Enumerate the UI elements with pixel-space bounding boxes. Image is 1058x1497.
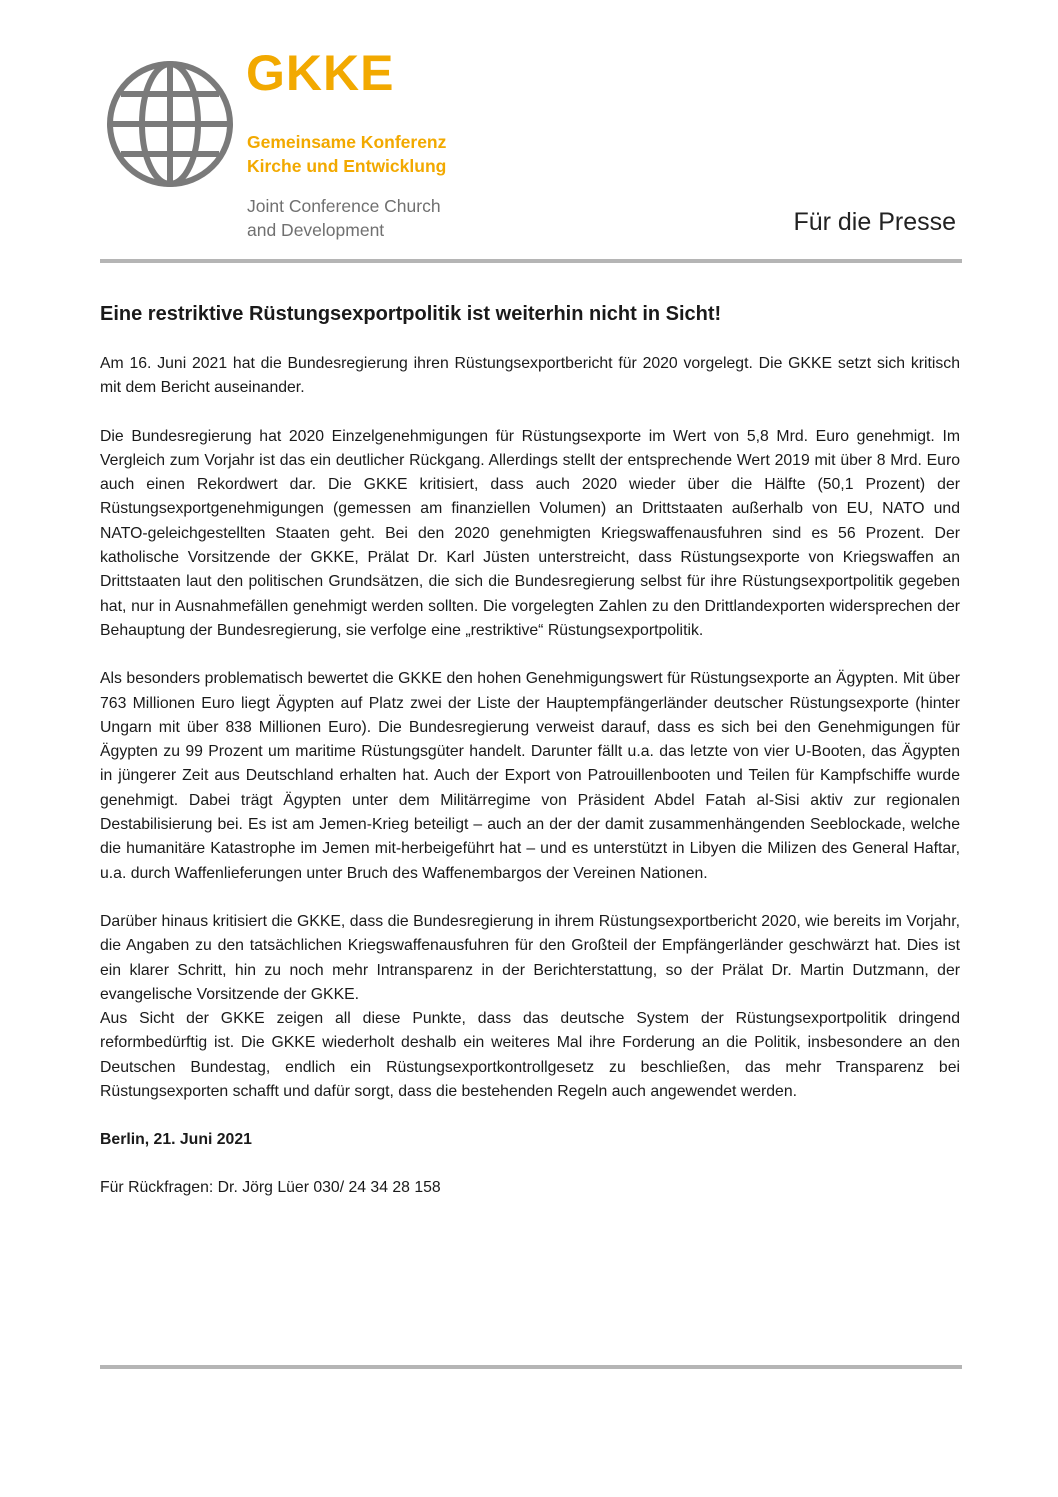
globe-icon [106,60,234,188]
org-name-german [247,130,446,178]
org-name-english-line1: Joint Conference Church [247,196,441,216]
press-label: Für die Presse [793,208,956,236]
paragraph-reform: Aus Sicht der GKKE zeigen all diese Punkte, dass das deutsche System der Rüstungsexportpolitik dringend reformbedürftig ist. Die GKKE wiederholt deshalb ein weiteres Mal ihre Forderung an die Politik, insbesondere an den Deutschen Bundestag, endlich ein Rüstungsexportkontrollgesetz zu beschließen, das mehr Transparenz bei Rüstungsexporten schafft und dafür sorgt, dass die bestehenden Regeln auch angewendet werden. [100,1010,960,1101]
org-name-german-line2: Kirche und Entwicklung [247,156,447,176]
org-name-english-line2: and Development [247,220,385,240]
article-body [100,352,960,1200]
contact-info: Für Rückfragen: Dr. Jörg Lüer 030/ 24 34 28 158 [100,1179,441,1197]
org-name-german-line1: Gemeinsame Konferenz [247,132,447,152]
paragraph-export-figures: Die Bundesregierung hat 2020 Einzelgenehmigungen für Rüstungsexporte im Wert von 5,8 Mrd. Euro genehmigt. Im Vergleich zum Vorjahr ist das ein deutlicher Rückgang. Allerdings stellt der entsprechende Wert 2019 mit über 8 Mrd. Euro auch einen Rekordwert dar. Die GKKE kritisiert, dass auch 2020 wieder über die Hälfte (50,1 Prozent) der Rüstungsexportgenehmigungen (gemessen am finanziellen Volumen) an Drittstaaten außerhalb von EU, NATO und NATO-geleichgestellten Staaten geht. Bei den 2020 genehmigten Kriegswaffenausfuhren sind es 56 Prozent. Der katholische Vorsitzende der GKKE, Prälat Dr. Karl Jüsten unterstreicht, dass Rüstungsexporte von Kriegswaffen an Drittstaaten laut den politischen Grundsätzen, die sich die Bundesregierung selbst für ihre Rüstungsexportpolitik gegeben hat, nur in Ausnahmefällen genehmigt werden sollten. Die vorgelegten Zahlen zu den Drittlandexporten widersprechen der Behauptung der Bundesregierung, sie verfolge eine „restriktive“ Rüstungsexportpolitik. [100,427,960,639]
paragraph-transparency: Darüber hinaus kritisiert die GKKE, dass die Bundesregierung in ihrem Rüstungsexportbericht 2020, wie bereits im Vorjahr, die Angaben zu den tatsächlichen Kriegswaffenausfuhren für den Großteil der Empfängerländer geschwärzt hat. Dies ist ein klarer Schritt, hin zu noch mehr Intransparenz in der Berichterstattung, so der Prälat Dr. Martin Dutzmann, der evangelische Vorsitzende der GKKE. [100,912,960,1003]
footer-divider [100,1365,962,1369]
headline: Eine restriktive Rüstungsexportpolitik ist weiterhin nicht in Sicht! [100,303,722,325]
paragraph-egypt: Als besonders problematisch bewertet die GKKE den hohen Genehmigungswert für Rüstungsexporte an Ägypten. Mit über 763 Millionen Euro liegt Ägypten auf Platz zwei der Liste der Hauptempfängerländer deutscher Rüstungsexporte (hinter Ungarn mit über 838 Millionen Euro). Die Bundesregierung verweist darauf, dass es sich bei den Genehmigungen für Ägypten zu 99 Prozent um maritime Rüstungsgüter handelt. Darunter fällt u.a. das letzte von vier U-Booten, das Ägypten in jüngerer Zeit aus Deutschland erhalten hat. Auch der Export von Patrouillenbooten und Teilen für Kampfschiffe wurde genehmigt. Dabei trägt Ägypten unter dem Militärregime von Präsident Abdel Fatah al-Sisi aktiv zur regionalen Destabilisierung bei. Es ist am Jemen-Krieg beteiligt – auch an der der damit zusammenhängenden Seeblockade, welche die humanitäre Katastrophe im Jemen mit-herbeigeführt hat – und es unterstützt in Libyen die Milizen des General Haftar, u.a. durch Waffenlieferungen unter Bruch des Waffenembargos der Vereinen Nationen. [100,670,960,882]
header-divider [100,259,962,263]
org-name-english [247,194,441,242]
dateline: Berlin, 21. Juni 2021 [100,1131,252,1149]
org-abbreviation: GKKE [246,45,395,101]
paragraph-intro: Am 16. Juni 2021 hat die Bundesregierung ihren Rüstungsexportbericht für 2020 vorgelegt. Die GKKE setzt sich kritisch mit dem Bericht auseinander. [100,355,960,397]
